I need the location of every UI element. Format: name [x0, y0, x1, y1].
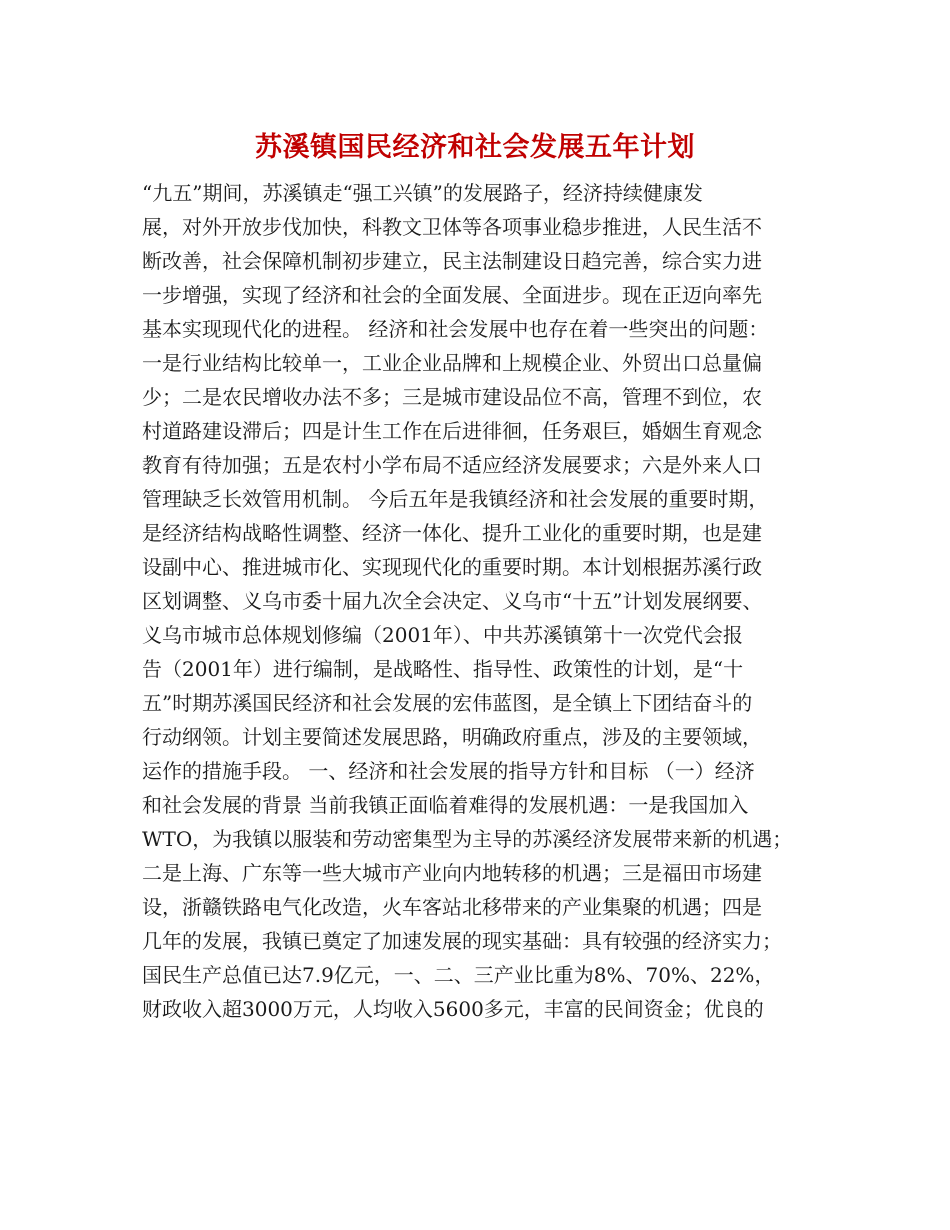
body-line: 设副中心、推进城市化、实现现代化的重要时期。本计划根据苏溪行政 — [142, 555, 762, 579]
body-line: 设，浙赣铁路电气化改造，火车客站北移带来的产业集聚的机遇；四是 — [142, 895, 762, 919]
body-line: 是经济结构战略性调整、经济一体化、提升工业化的重要时期，也是建 — [142, 521, 762, 545]
body-line: 国民生产总值已达7.9亿元，一、二、三产业比重为8%、70%、22%， — [142, 963, 775, 987]
body-line: 和社会发展的背景 当前我镇正面临着难得的发展机遇：一是我国加入 — [142, 793, 749, 817]
body-line: 义乌市城市总体规划修编（2001年）、中共苏溪镇第十一次党代会报 — [142, 623, 743, 647]
body-line: WTO，为我镇以服装和劳动密集型为主导的苏溪经济发展带来新的机遇； — [142, 827, 793, 851]
body-line: 二是上海、广东等一些大城市产业向内地转移的机遇；三是福田市场建 — [142, 861, 762, 885]
body-line: 断改善，社会保障机制初步建立，民主法制建设日趋完善，综合实力进 — [142, 249, 762, 273]
body-line: 区划调整、义乌市委十届九次全会决定、义乌市“十五”计划发展纲要、 — [142, 589, 763, 613]
body-line: 展，对外开放步伐加快，科教文卫体等各项事业稳步推进，人民生活不 — [142, 215, 762, 239]
body-line: “九五”期间，苏溪镇走“强工兴镇”的发展路子，经济持续健康发 — [142, 181, 703, 205]
body-line: 教育有待加强；五是农村小学布局不适应经济发展要求；六是外来人口 — [142, 453, 762, 477]
body-line: 管理缺乏长效管用机制。 今后五年是我镇经济和社会发展的重要时期， — [142, 487, 769, 511]
body-line: 运作的措施手段。 一、经济和社会发展的指导方针和目标 （一）经济 — [142, 759, 755, 783]
body-line: 基本实现现代化的进程。 经济和社会发展中也存在着一些突出的问题： — [142, 317, 769, 341]
document-body — [142, 176, 822, 1026]
body-line: 行动纲领。计划主要简述发展思路，明确政府重点，涉及的主要领域， — [142, 725, 762, 749]
body-line: 告（2001年）进行编制，是战略性、指导性、政策性的计划，是“十 — [142, 657, 744, 681]
body-line: 几年的发展，我镇已奠定了加速发展的现实基础：具有较强的经济实力； — [142, 929, 782, 953]
body-line: 村道路建设滞后；四是计生工作在后进徘徊，任务艰巨，婚姻生育观念 — [142, 419, 762, 443]
body-line: 财政收入超3000万元，人均收入5600多元，丰富的民间资金；优良的 — [142, 997, 764, 1021]
body-line: 一步增强，实现了经济和社会的全面发展、全面进步。现在正迈向率先 — [142, 283, 762, 307]
document-title: 苏溪镇国民经济和社会发展五年计划 — [255, 132, 695, 163]
body-line: 少；二是农民增收办法不多；三是城市建设品位不高，管理不到位，农 — [142, 385, 762, 409]
body-line: 五”时期苏溪国民经济和社会发展的宏伟蓝图，是全镇上下团结奋斗的 — [142, 691, 753, 715]
body-line: 一是行业结构比较单一，工业企业品牌和上规模企业、外贸出口总量偏 — [142, 351, 762, 375]
